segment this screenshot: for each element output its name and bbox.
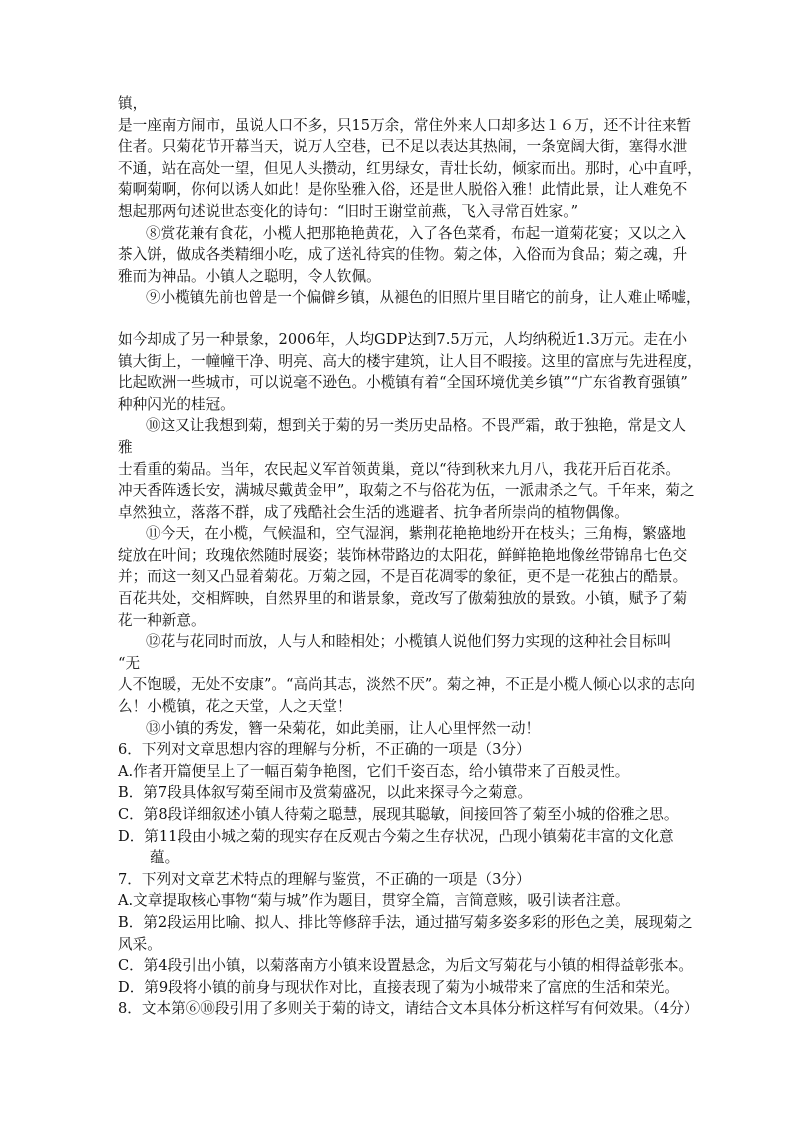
blank-gap: [118, 309, 678, 329]
question-8: [118, 998, 699, 1020]
text-line: ⑧赏花兼有食花，小榄人把那艳艳黄花，入了各色菜肴，布起一道菊花宴；又以之入: [146, 224, 686, 242]
text-line: 茶入饼，做成各类精细小吃，成了送礼待宾的佳物。菊之体，入俗而为食品；菊之魂，升: [118, 246, 688, 264]
text-column: [118, 93, 702, 1020]
question-stem: 7．下列对文章艺术特点的理解与鉴赏，不正确的一项是（3分）: [118, 870, 531, 888]
paragraph-9-continued: [118, 329, 702, 415]
text-line: 镇大街上，一幢幢干净、明亮、高大的楼宇建筑，让人目不暇接。这里的富庶与先进程度，: [118, 352, 702, 370]
option-d-continued: 蕴。: [150, 849, 180, 867]
text-line: 是一座南方闹市，虽说人口不多，只15万余，常住外来人口却多达１６万，还不计往来暂: [118, 116, 692, 134]
text-line: 么！小榄镇，花之天堂，人之天堂！: [118, 698, 352, 716]
paragraph-continuation: [118, 93, 702, 223]
text-line: ⑫花与花同时而放，人与人和睦相处；小榄镇人说他们努力实现的这种社会目标叫: [146, 633, 672, 651]
text-line: ⑩这又让我想到菊，想到关于菊的另一类历史品格。不畏严霜，敢于独艳，常是文人: [146, 417, 686, 435]
question-6: [118, 739, 678, 869]
option-b: B．第2段运用比喻、拟人、排比等修辞手法，通过描写菊多姿多彩的形色之美，展现菊之: [118, 913, 693, 931]
option-b-continued: 风采。: [118, 935, 162, 953]
question-stem: 8．文本第⑥⑩段引用了多则关于菊的诗文，请结合文本具体分析这样写有何效果。（4分）: [118, 1000, 699, 1018]
text-line: 菊啊菊啊，你何以诱人如此！是你坠雅入俗，还是世人脱俗入雅！此情此景，让人难免不: [118, 181, 688, 199]
text-line: ⑬小镇的秀发，簪一朵菊花，如此美丽，让人心里怦然一动！: [146, 719, 541, 737]
text-line: 绽放在叶间；玫瑰依然随时展姿；装饰林带路边的太阳花，鲜鲜艳艳地像丝带锦帛七色交: [118, 546, 688, 564]
paragraph-10: [118, 415, 695, 523]
paragraph-9: [118, 287, 701, 309]
text-line: 并；而这一刻又凸显着菊花。万菊之园，不是百花凋零的象征，更不是一花独占的酷景。: [118, 568, 688, 586]
question-stem: 6．下列对文章思想内容的理解与分析，不正确的一项是（3分）: [118, 741, 531, 759]
paragraph-13: [118, 718, 678, 740]
text-line: 想起那两句述说世态变化的诗句：“旧时王谢堂前燕，飞入寻常百姓家。”: [118, 202, 579, 220]
text-line: 住者。只菊花节开幕当天，说万人空巷，已不足以表达其热闹，一条宽阔大街，塞得水泄: [118, 138, 688, 156]
text-line: ⑪今天，在小榄，气候温和，空气湿润，紫荆花艳艳地纷开在枝头；三角梅，繁盛地: [146, 525, 686, 543]
text-line: 镇，: [118, 95, 148, 112]
option-c: C．第8段详细叙述小镇人待菊之聪慧，展现其聪敏，间接回答了菊至小城的俗雅之思。: [118, 806, 679, 823]
text-line: 卓然独立，落落不群，成了残酷社会生活的逃避者、抗争者所崇尚的植物偶像。: [118, 503, 629, 521]
paragraph-11: [118, 523, 688, 631]
option-a: A.文章提取核心事物“菊与城”作为题目，贯穿全篇，言简意赅，吸引读者注意。: [118, 892, 630, 910]
option-d: D．第11段由小城之菊的现实存在反观古今菊之生存状况，凸现小镇菊花丰富的文化意: [118, 827, 674, 845]
text-line: 种种闪光的桂冠。: [118, 395, 235, 413]
option-c: C．第4段引出小镇，以菊落南方小镇来设置悬念，为后文写菊花与小镇的相得益彰张本。: [118, 957, 694, 975]
text-line: “无: [118, 654, 141, 672]
text-line: 百花共处，交相辉映，自然界里的和谐景象，竟改写了傲菊独放的景致。小镇，赋予了菊: [118, 590, 688, 608]
text-line: 比起欧洲一些城市，可以说毫不逊色。小榄镇有着“全国环境优美乡镇”“广东省教育强镇”: [118, 374, 688, 392]
text-line: 如今却成了另一种景象，2006年，人均GDP达到7.5万元，人均纳税近1.3万元。走在小: [118, 330, 688, 348]
paragraph-12: [118, 631, 695, 717]
text-line: ⑨小榄镇先前也曾是一个偏僻乡镇，从褪色的旧照片里目睹它的前身，让人难止唏嘘，: [146, 289, 701, 307]
text-line: 冲天香阵透长安，满城尽戴黄金甲”，取菊之不与俗花为伍，一派肃杀之气。千年来，菊之: [118, 482, 695, 500]
text-line: 人不饱暖，无处不安康”。“高尚其志，淡然不厌”。菊之神，不正是小榄人倾心以求的志向: [118, 676, 695, 694]
option-a: A.作者开篇便呈上了一幅百菊争艳图，它们千姿百态，给小镇带来了百般灵性。: [118, 762, 630, 780]
paragraph-8: [118, 223, 688, 288]
question-7: [118, 869, 694, 999]
text-line: 雅而为神品。小镇人之聪明，令人钦佩。: [118, 267, 381, 285]
option-b: B．第7段具体叙写菊至闹市及赏菊盛况，以此来探寻今之菊意。: [118, 784, 533, 802]
text-line: 不通，站在高处一望，但见人头攒动，红男绿女，青壮长幼，倾家而出。那时，心中直呼，: [118, 159, 702, 177]
option-d: D．第9段将小镇的前身与现状作对比，直接表现了菊为小城带来了富庶的生活和荣光。: [118, 978, 679, 996]
text-line: 士看重的菊品。当年，农民起义军首领黄巢，竟以“待到秋来九月八，我花开后百花杀。: [118, 460, 681, 478]
text-line: 雅: [118, 438, 133, 456]
text-line: 花一种新意。: [118, 611, 206, 629]
